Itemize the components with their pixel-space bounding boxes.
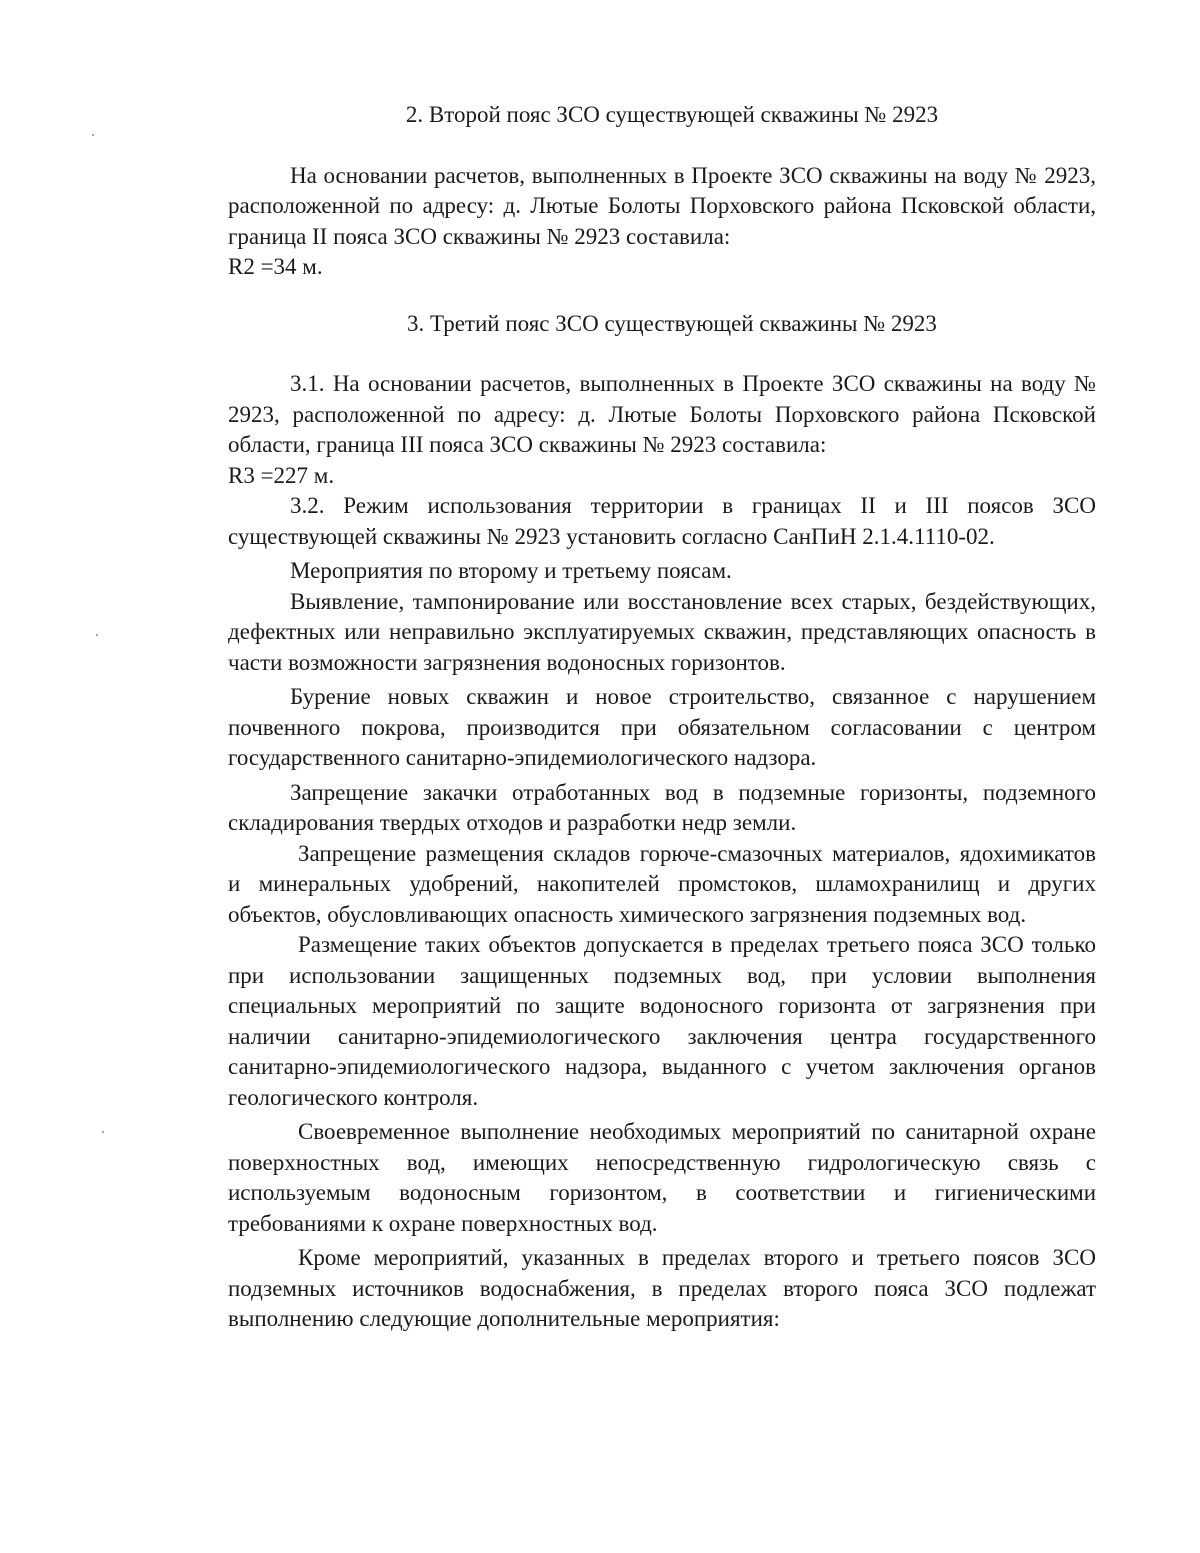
- scan-speck: [102, 1131, 104, 1133]
- section-2-r2-value: R2 =34 м.: [228, 254, 323, 279]
- measures-title: Мероприятия по второму и третьему поясам.: [290, 558, 732, 583]
- measure-paragraph-4: Запрещение размещения складов горюче-смазочных материалов, ядохимикатов и минеральных удобрений, накопителей промстоков, шламохранилищ и других объектов, обусловливающих опасность химического загрязнения подземных вод.: [228, 840, 1096, 927]
- section-3-2-paragraph: 3.2. Режим использования территории в границах II и III поясов ЗСО существующей скважины № 2923 установить согласно СанПиН 2.1.4.1110-02.: [228, 493, 1096, 549]
- measure-paragraph-3: Запрещение закачки отработанных вод в подземные горизонты, подземного складирования твердых отходов и разработки недр земли.: [228, 779, 1096, 835]
- measure-paragraph-1: Выявление, тампонирование или восстановление всех старых, бездействующих, дефектных или неправильно эксплуатируемых скважин, представляющих опасность в части возможности загрязнения водоносных горизонтов.: [228, 588, 1096, 675]
- section-3-r3-value: R3 =227 м.: [228, 462, 335, 488]
- measure-paragraph-2: Бурение новых скважин и новое строительство, связанное с нарушением почвенного покрова, производится при обязательном согласовании с центром государственного санитарно-эпидемиологического надзора.: [228, 684, 1096, 770]
- document-page: [228, 100, 1096, 1335]
- measure-paragraph-7: Кроме мероприятий, указанных в пределах второго и третьего поясов ЗСО подземных источников водоснабжения, в пределах второго пояса ЗСО подлежат выполнению следующие дополнительные мероприятия:: [228, 1245, 1096, 1331]
- scan-speck: [92, 134, 94, 136]
- scan-speck: [96, 634, 98, 636]
- section-2-title: 2. Второй пояс ЗСО существующей скважины № 2923: [405, 102, 939, 127]
- measure-paragraph-5: Размещение таких объектов допускается в пределах третьего пояса ЗСО только при использовании защищенных подземных вод, при условии выполнения специальных мероприятий по защите водоносного горизонта от загрязнения при наличии санитарно-эпидемиологического заключения центра государственного санитарно-эпидемиологического надзора, выданного с учетом заключения органов геологического контроля.: [228, 932, 1096, 1110]
- section-2-paragraph: На основании расчетов, выполненных в Проекте ЗСО скважины на воду № 2923, расположенной по адресу: д. Лютые Болоты Порховского района Псковской области, граница II пояса ЗСО скважины № 2923 составила:: [228, 162, 1096, 249]
- section-3-title: 3. Третий пояс ЗСО существующей скважины № 2923: [407, 310, 937, 336]
- section-3-1-paragraph: 3.1. На основании расчетов, выполненных в Проекте ЗСО скважины на воду № 2923, расположенной по адресу: д. Лютые Болоты Порховского района Псковской области, граница III пояса ЗСО скважины № 2923 составила:: [228, 371, 1096, 457]
- measure-paragraph-6: Своевременное выполнение необходимых мероприятий по санитарной охране поверхностных вод, имеющих непосредственную гидрологическую связь с используемым водоносным горизонтом, в соответствии и гигиеническими требованиями к охране поверхностных вод.: [228, 1119, 1096, 1236]
